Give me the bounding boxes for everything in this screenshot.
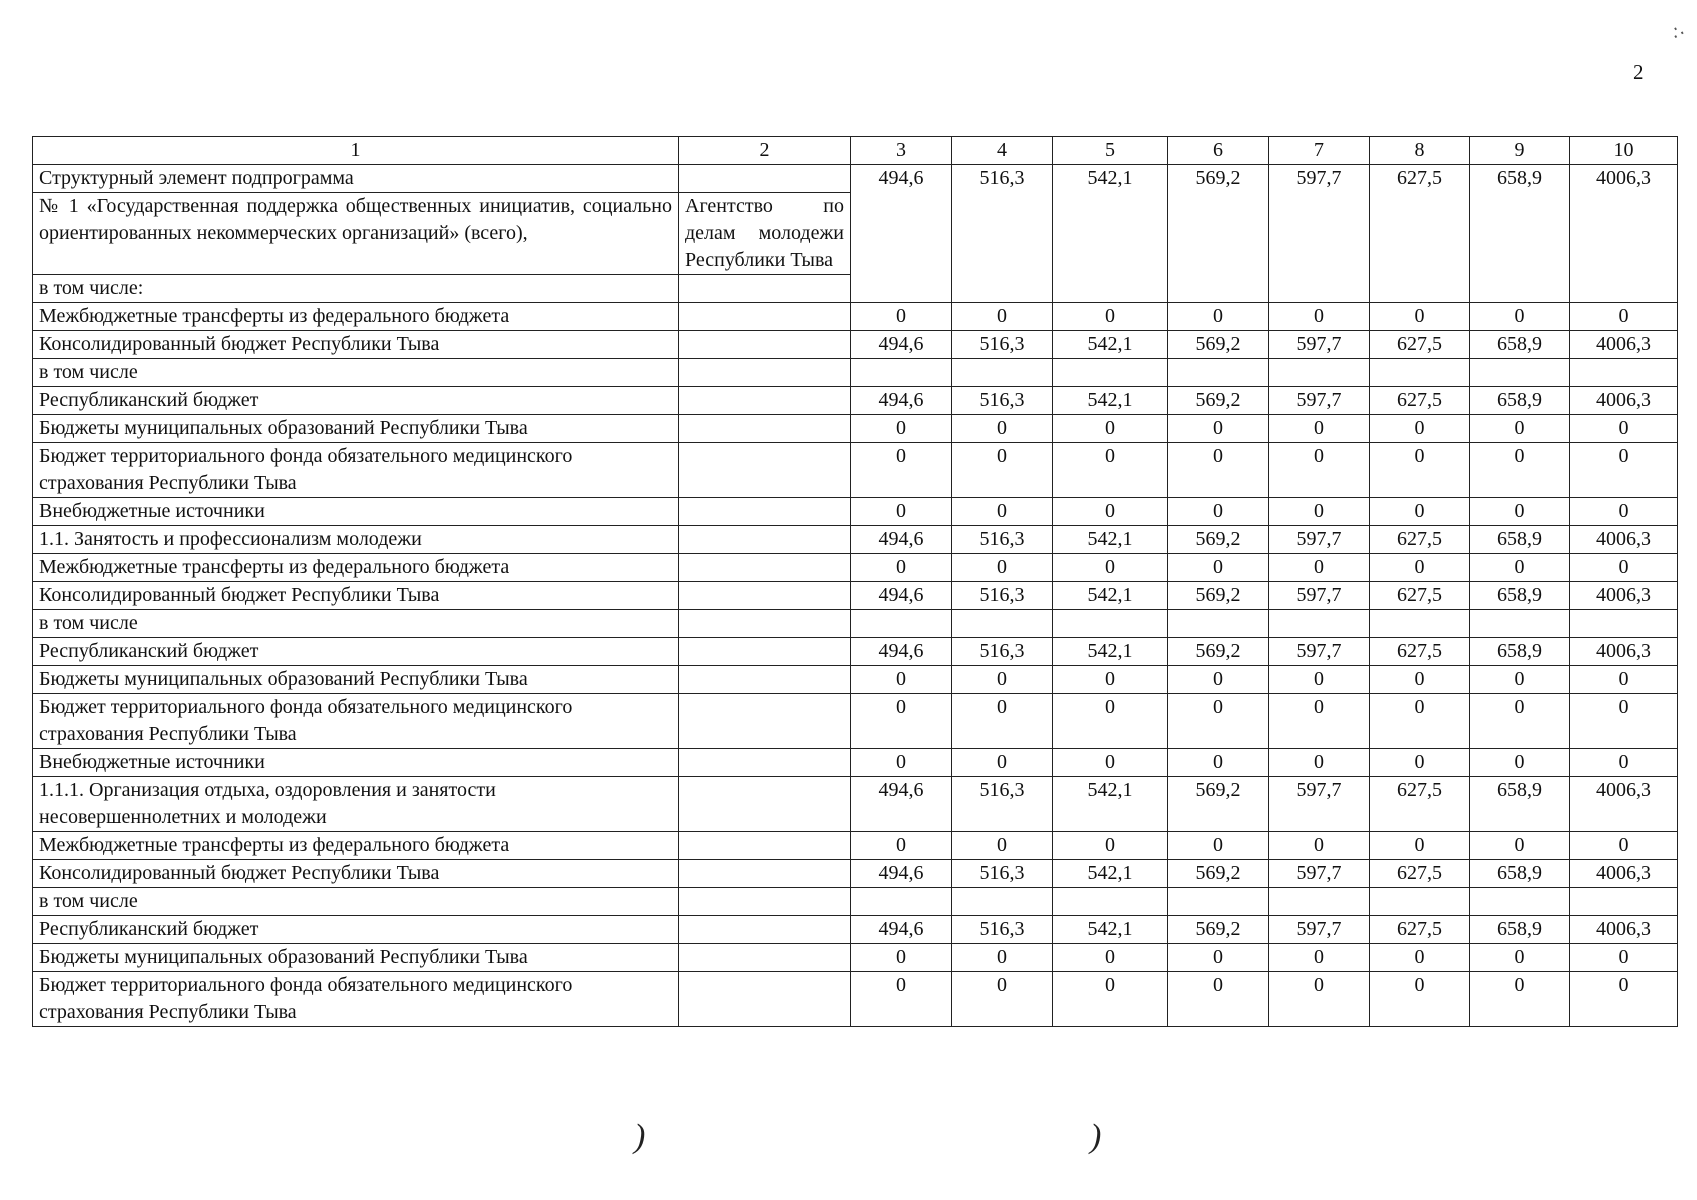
- value-cell: 0: [1053, 749, 1168, 777]
- value-cell: 597,7: [1269, 387, 1370, 415]
- value-cell: 569,2: [1168, 387, 1269, 415]
- value-cell: 0: [1470, 415, 1570, 443]
- value-cell: 0: [952, 415, 1053, 443]
- row-label: в том числе: [33, 359, 679, 387]
- value-cell: 0: [851, 666, 952, 694]
- value-cell: 569,2: [1168, 582, 1269, 610]
- value-cell: 0: [1168, 749, 1269, 777]
- value-cell: [1053, 359, 1168, 387]
- value-cell: 597,7: [1269, 638, 1370, 666]
- value-cell: 0: [952, 498, 1053, 526]
- value-cell: [1470, 359, 1570, 387]
- value-cell: 0: [1470, 554, 1570, 582]
- value-cell: 0: [1053, 832, 1168, 860]
- value-cell: 658,9: [1470, 777, 1570, 832]
- responsible-agency: Агентство по делам молодежи Республики Тыва: [679, 193, 851, 275]
- table-row: [33, 638, 1678, 666]
- value-cell: [851, 610, 952, 638]
- value-cell: 516,3: [952, 331, 1053, 359]
- row-label: Бюджет территориального фонда обязательного медицинского страхования Республики Тыва: [33, 443, 679, 498]
- value-cell: 569,2: [1168, 331, 1269, 359]
- header-cell: 5: [1053, 137, 1168, 165]
- page-number: 2: [1633, 60, 1644, 84]
- value-cell: 0: [1168, 944, 1269, 972]
- row-label: Внебюджетные источники: [33, 749, 679, 777]
- agency-cell-empty: [679, 359, 851, 387]
- row-label: Консолидированный бюджет Республики Тыва: [33, 860, 679, 888]
- value-cell: [1168, 888, 1269, 916]
- total-cell: 4006,3: [1570, 165, 1678, 303]
- value-cell: 0: [1269, 415, 1370, 443]
- value-cell: [1269, 888, 1370, 916]
- value-cell: 0: [1370, 972, 1470, 1027]
- header-cell: 6: [1168, 137, 1269, 165]
- value-cell: 4006,3: [1570, 916, 1678, 944]
- value-cell: 0: [952, 303, 1053, 331]
- value-cell: [1570, 359, 1678, 387]
- table-row: [33, 916, 1678, 944]
- value-cell: [1269, 610, 1370, 638]
- value-cell: 0: [1570, 554, 1678, 582]
- value-cell: 658,9: [1470, 860, 1570, 888]
- agency-cell-empty: [679, 443, 851, 498]
- agency-cell-empty: [679, 498, 851, 526]
- value-cell: 516,3: [952, 638, 1053, 666]
- value-cell: 542,1: [1053, 860, 1168, 888]
- value-cell: 0: [1370, 832, 1470, 860]
- value-cell: 597,7: [1269, 916, 1370, 944]
- row-label: Бюджеты муниципальных образований Республики Тыва: [33, 666, 679, 694]
- total-cell: 597,7: [1269, 165, 1370, 303]
- value-cell: 0: [851, 694, 952, 749]
- value-cell: 0: [952, 554, 1053, 582]
- table-row: [33, 694, 1678, 749]
- value-cell: 542,1: [1053, 331, 1168, 359]
- agency-cell-empty: [679, 694, 851, 749]
- value-cell: 0: [1053, 303, 1168, 331]
- value-cell: [851, 888, 952, 916]
- table-row: [33, 554, 1678, 582]
- value-cell: [1053, 888, 1168, 916]
- value-cell: 0: [1570, 666, 1678, 694]
- value-cell: 0: [1168, 443, 1269, 498]
- value-cell: [1370, 610, 1470, 638]
- value-cell: 0: [1053, 972, 1168, 1027]
- header-cell: 1: [33, 137, 679, 165]
- table-row: [33, 443, 1678, 498]
- value-cell: 627,5: [1370, 638, 1470, 666]
- row-label: Республиканский бюджет: [33, 916, 679, 944]
- value-cell: 0: [1370, 443, 1470, 498]
- row-label: Межбюджетные трансферты из федерального бюджета: [33, 303, 679, 331]
- section-title: Структурный элемент подпрограмма: [33, 165, 679, 193]
- value-cell: 597,7: [1269, 777, 1370, 832]
- value-cell: [1168, 359, 1269, 387]
- row-label: Межбюджетные трансферты из федерального бюджета: [33, 554, 679, 582]
- header-cell: 3: [851, 137, 952, 165]
- row-label: Республиканский бюджет: [33, 638, 679, 666]
- value-cell: 658,9: [1470, 331, 1570, 359]
- header-row: [33, 137, 1678, 165]
- value-cell: 494,6: [851, 387, 952, 415]
- budget-table: [32, 136, 1678, 1027]
- row-label: Республиканский бюджет: [33, 387, 679, 415]
- value-cell: 569,2: [1168, 526, 1269, 554]
- value-cell: [1470, 610, 1570, 638]
- value-cell: 0: [1269, 666, 1370, 694]
- header-cell: 2: [679, 137, 851, 165]
- table-row: [33, 749, 1678, 777]
- value-cell: 4006,3: [1570, 582, 1678, 610]
- header-cell: 4: [952, 137, 1053, 165]
- value-cell: [952, 888, 1053, 916]
- table-row: [33, 415, 1678, 443]
- value-cell: 0: [851, 443, 952, 498]
- section-description: № 1 «Государственная поддержка общественных инициатив, социально ориентированных некоммерческих организаций» (всего),: [33, 193, 679, 275]
- value-cell: 4006,3: [1570, 638, 1678, 666]
- value-cell: 0: [1370, 554, 1470, 582]
- value-cell: 516,3: [952, 860, 1053, 888]
- header-cell: 9: [1470, 137, 1570, 165]
- value-cell: 4006,3: [1570, 777, 1678, 832]
- table-row: [33, 860, 1678, 888]
- value-cell: 516,3: [952, 777, 1053, 832]
- value-cell: 0: [1168, 303, 1269, 331]
- value-cell: 627,5: [1370, 331, 1470, 359]
- value-cell: [1269, 359, 1370, 387]
- agency-cell-empty: [679, 666, 851, 694]
- value-cell: 0: [851, 832, 952, 860]
- row-label: Бюджет территориального фонда обязательного медицинского страхования Республики Тыва: [33, 972, 679, 1027]
- agency-cell-empty: [679, 331, 851, 359]
- table-row: [33, 582, 1678, 610]
- value-cell: 0: [1470, 666, 1570, 694]
- value-cell: 494,6: [851, 777, 952, 832]
- value-cell: 627,5: [1370, 387, 1470, 415]
- agency-cell-empty: [679, 303, 851, 331]
- value-cell: 0: [1053, 694, 1168, 749]
- table-row: [33, 666, 1678, 694]
- corner-mark: ∴: [1667, 20, 1688, 44]
- value-cell: 0: [952, 694, 1053, 749]
- value-cell: 494,6: [851, 638, 952, 666]
- value-cell: 0: [1570, 694, 1678, 749]
- value-cell: 569,2: [1168, 860, 1269, 888]
- value-cell: 569,2: [1168, 777, 1269, 832]
- value-cell: 627,5: [1370, 526, 1470, 554]
- table-row: [33, 972, 1678, 1027]
- value-cell: 0: [1470, 944, 1570, 972]
- row-label: Внебюджетные источники: [33, 498, 679, 526]
- table-row: [33, 303, 1678, 331]
- value-cell: 0: [1168, 832, 1269, 860]
- value-cell: 597,7: [1269, 582, 1370, 610]
- value-cell: 0: [1053, 944, 1168, 972]
- value-cell: 0: [1470, 972, 1570, 1027]
- table-row: [33, 359, 1678, 387]
- total-cell: 569,2: [1168, 165, 1269, 303]
- value-cell: 4006,3: [1570, 331, 1678, 359]
- value-cell: [952, 359, 1053, 387]
- value-cell: 0: [1570, 944, 1678, 972]
- table-row: [33, 331, 1678, 359]
- table-row: [33, 498, 1678, 526]
- value-cell: 516,3: [952, 387, 1053, 415]
- value-cell: 0: [1053, 554, 1168, 582]
- agency-cell-empty: [679, 387, 851, 415]
- value-cell: 0: [851, 498, 952, 526]
- value-cell: 0: [1570, 832, 1678, 860]
- value-cell: 516,3: [952, 582, 1053, 610]
- agency-cell-top: [679, 165, 851, 193]
- value-cell: 542,1: [1053, 916, 1168, 944]
- value-cell: 0: [1168, 498, 1269, 526]
- agency-cell-empty: [679, 749, 851, 777]
- row-label: Бюджет территориального фонда обязательного медицинского страхования Республики Тыва: [33, 694, 679, 749]
- value-cell: 0: [1570, 972, 1678, 1027]
- agency-cell-empty: [679, 972, 851, 1027]
- value-cell: 494,6: [851, 526, 952, 554]
- value-cell: 494,6: [851, 916, 952, 944]
- value-cell: 0: [1470, 749, 1570, 777]
- value-cell: 658,9: [1470, 582, 1570, 610]
- value-cell: 627,5: [1370, 916, 1470, 944]
- value-cell: 0: [1269, 694, 1370, 749]
- agency-cell-empty: [679, 610, 851, 638]
- value-cell: 516,3: [952, 526, 1053, 554]
- value-cell: 0: [1570, 498, 1678, 526]
- agency-cell-empty: [679, 275, 851, 303]
- value-cell: [1053, 610, 1168, 638]
- value-cell: 0: [1470, 694, 1570, 749]
- header-cell: 8: [1370, 137, 1470, 165]
- value-cell: 0: [1053, 443, 1168, 498]
- value-cell: 0: [1470, 303, 1570, 331]
- agency-cell-empty: [679, 638, 851, 666]
- value-cell: 0: [1370, 415, 1470, 443]
- value-cell: [851, 359, 952, 387]
- margin-mark-right: ): [1090, 1118, 1102, 1155]
- value-cell: 0: [1370, 666, 1470, 694]
- value-cell: 627,5: [1370, 582, 1470, 610]
- agency-cell-empty: [679, 860, 851, 888]
- value-cell: 0: [1570, 303, 1678, 331]
- agency-cell-empty: [679, 888, 851, 916]
- value-cell: 542,1: [1053, 638, 1168, 666]
- agency-cell-empty: [679, 582, 851, 610]
- row-label: Бюджеты муниципальных образований Республики Тыва: [33, 415, 679, 443]
- table-row: [33, 832, 1678, 860]
- table-row: [33, 387, 1678, 415]
- table-row: [33, 610, 1678, 638]
- row-label: Бюджеты муниципальных образований Республики Тыва: [33, 944, 679, 972]
- value-cell: 494,6: [851, 582, 952, 610]
- value-cell: 597,7: [1269, 526, 1370, 554]
- value-cell: 0: [1168, 415, 1269, 443]
- value-cell: 0: [1168, 694, 1269, 749]
- value-cell: [1370, 888, 1470, 916]
- agency-cell-empty: [679, 944, 851, 972]
- value-cell: 0: [952, 944, 1053, 972]
- value-cell: 0: [851, 944, 952, 972]
- agency-cell-empty: [679, 832, 851, 860]
- header-cell: 10: [1570, 137, 1678, 165]
- total-cell: 494,6: [851, 165, 952, 303]
- table-row: [33, 888, 1678, 916]
- value-cell: 597,7: [1269, 860, 1370, 888]
- value-cell: [1570, 888, 1678, 916]
- value-cell: 542,1: [1053, 526, 1168, 554]
- value-cell: 0: [851, 749, 952, 777]
- value-cell: 0: [1053, 666, 1168, 694]
- value-cell: 494,6: [851, 331, 952, 359]
- value-cell: 0: [1269, 303, 1370, 331]
- agency-cell-empty: [679, 916, 851, 944]
- value-cell: 569,2: [1168, 916, 1269, 944]
- value-cell: 494,6: [851, 860, 952, 888]
- value-cell: 658,9: [1470, 387, 1570, 415]
- value-cell: 0: [1570, 415, 1678, 443]
- value-cell: 0: [1269, 972, 1370, 1027]
- value-cell: 0: [1269, 832, 1370, 860]
- value-cell: 627,5: [1370, 860, 1470, 888]
- row-label: 1.1. Занятость и профессионализм молодежи: [33, 526, 679, 554]
- value-cell: 0: [1470, 443, 1570, 498]
- value-cell: 0: [1370, 749, 1470, 777]
- value-cell: 0: [1470, 498, 1570, 526]
- including-label: в том числе:: [33, 275, 679, 303]
- row-label: Межбюджетные трансферты из федерального бюджета: [33, 832, 679, 860]
- total-cell: 542,1: [1053, 165, 1168, 303]
- value-cell: 0: [1269, 554, 1370, 582]
- value-cell: 0: [1470, 832, 1570, 860]
- value-cell: 0: [952, 749, 1053, 777]
- value-cell: 0: [851, 303, 952, 331]
- value-cell: 627,5: [1370, 777, 1470, 832]
- value-cell: 658,9: [1470, 526, 1570, 554]
- value-cell: 658,9: [1470, 916, 1570, 944]
- value-cell: 0: [1168, 554, 1269, 582]
- value-cell: 0: [952, 832, 1053, 860]
- value-cell: 4006,3: [1570, 860, 1678, 888]
- value-cell: [1370, 359, 1470, 387]
- value-cell: 0: [1053, 415, 1168, 443]
- value-cell: 4006,3: [1570, 387, 1678, 415]
- total-cell: 658,9: [1470, 165, 1570, 303]
- value-cell: 658,9: [1470, 638, 1570, 666]
- value-cell: 542,1: [1053, 777, 1168, 832]
- section-title-row: [33, 165, 1678, 193]
- value-cell: [1168, 610, 1269, 638]
- value-cell: [952, 610, 1053, 638]
- value-cell: [1470, 888, 1570, 916]
- value-cell: 0: [1370, 944, 1470, 972]
- value-cell: 0: [851, 972, 952, 1027]
- margin-mark-left: ): [634, 1118, 646, 1155]
- table-row: [33, 777, 1678, 832]
- agency-cell-empty: [679, 415, 851, 443]
- value-cell: 0: [1168, 972, 1269, 1027]
- value-cell: 597,7: [1269, 331, 1370, 359]
- value-cell: 542,1: [1053, 582, 1168, 610]
- value-cell: 0: [1370, 498, 1470, 526]
- value-cell: 516,3: [952, 916, 1053, 944]
- value-cell: 0: [1269, 443, 1370, 498]
- value-cell: 0: [952, 666, 1053, 694]
- value-cell: 0: [1269, 944, 1370, 972]
- table-row: [33, 944, 1678, 972]
- row-label: 1.1.1. Организация отдыха, оздоровления и занятости несовершеннолетних и молодежи: [33, 777, 679, 832]
- agency-cell-empty: [679, 526, 851, 554]
- row-label: в том числе: [33, 610, 679, 638]
- agency-cell-empty: [679, 777, 851, 832]
- value-cell: 0: [1570, 443, 1678, 498]
- value-cell: 542,1: [1053, 387, 1168, 415]
- table-body: [33, 137, 1678, 1027]
- value-cell: 0: [1269, 749, 1370, 777]
- value-cell: 0: [1370, 303, 1470, 331]
- value-cell: 0: [1570, 749, 1678, 777]
- total-cell: 516,3: [952, 165, 1053, 303]
- row-label: в том числе: [33, 888, 679, 916]
- value-cell: 4006,3: [1570, 526, 1678, 554]
- value-cell: [1570, 610, 1678, 638]
- value-cell: 0: [952, 972, 1053, 1027]
- row-label: Консолидированный бюджет Республики Тыва: [33, 331, 679, 359]
- value-cell: 0: [1269, 498, 1370, 526]
- agency-cell-empty: [679, 554, 851, 582]
- value-cell: 569,2: [1168, 638, 1269, 666]
- value-cell: 0: [952, 443, 1053, 498]
- header-cell: 7: [1269, 137, 1370, 165]
- value-cell: 0: [1168, 666, 1269, 694]
- value-cell: 0: [851, 415, 952, 443]
- table-row: [33, 526, 1678, 554]
- value-cell: 0: [1370, 694, 1470, 749]
- total-cell: 627,5: [1370, 165, 1470, 303]
- value-cell: 0: [1053, 498, 1168, 526]
- row-label: Консолидированный бюджет Республики Тыва: [33, 582, 679, 610]
- value-cell: 0: [851, 554, 952, 582]
